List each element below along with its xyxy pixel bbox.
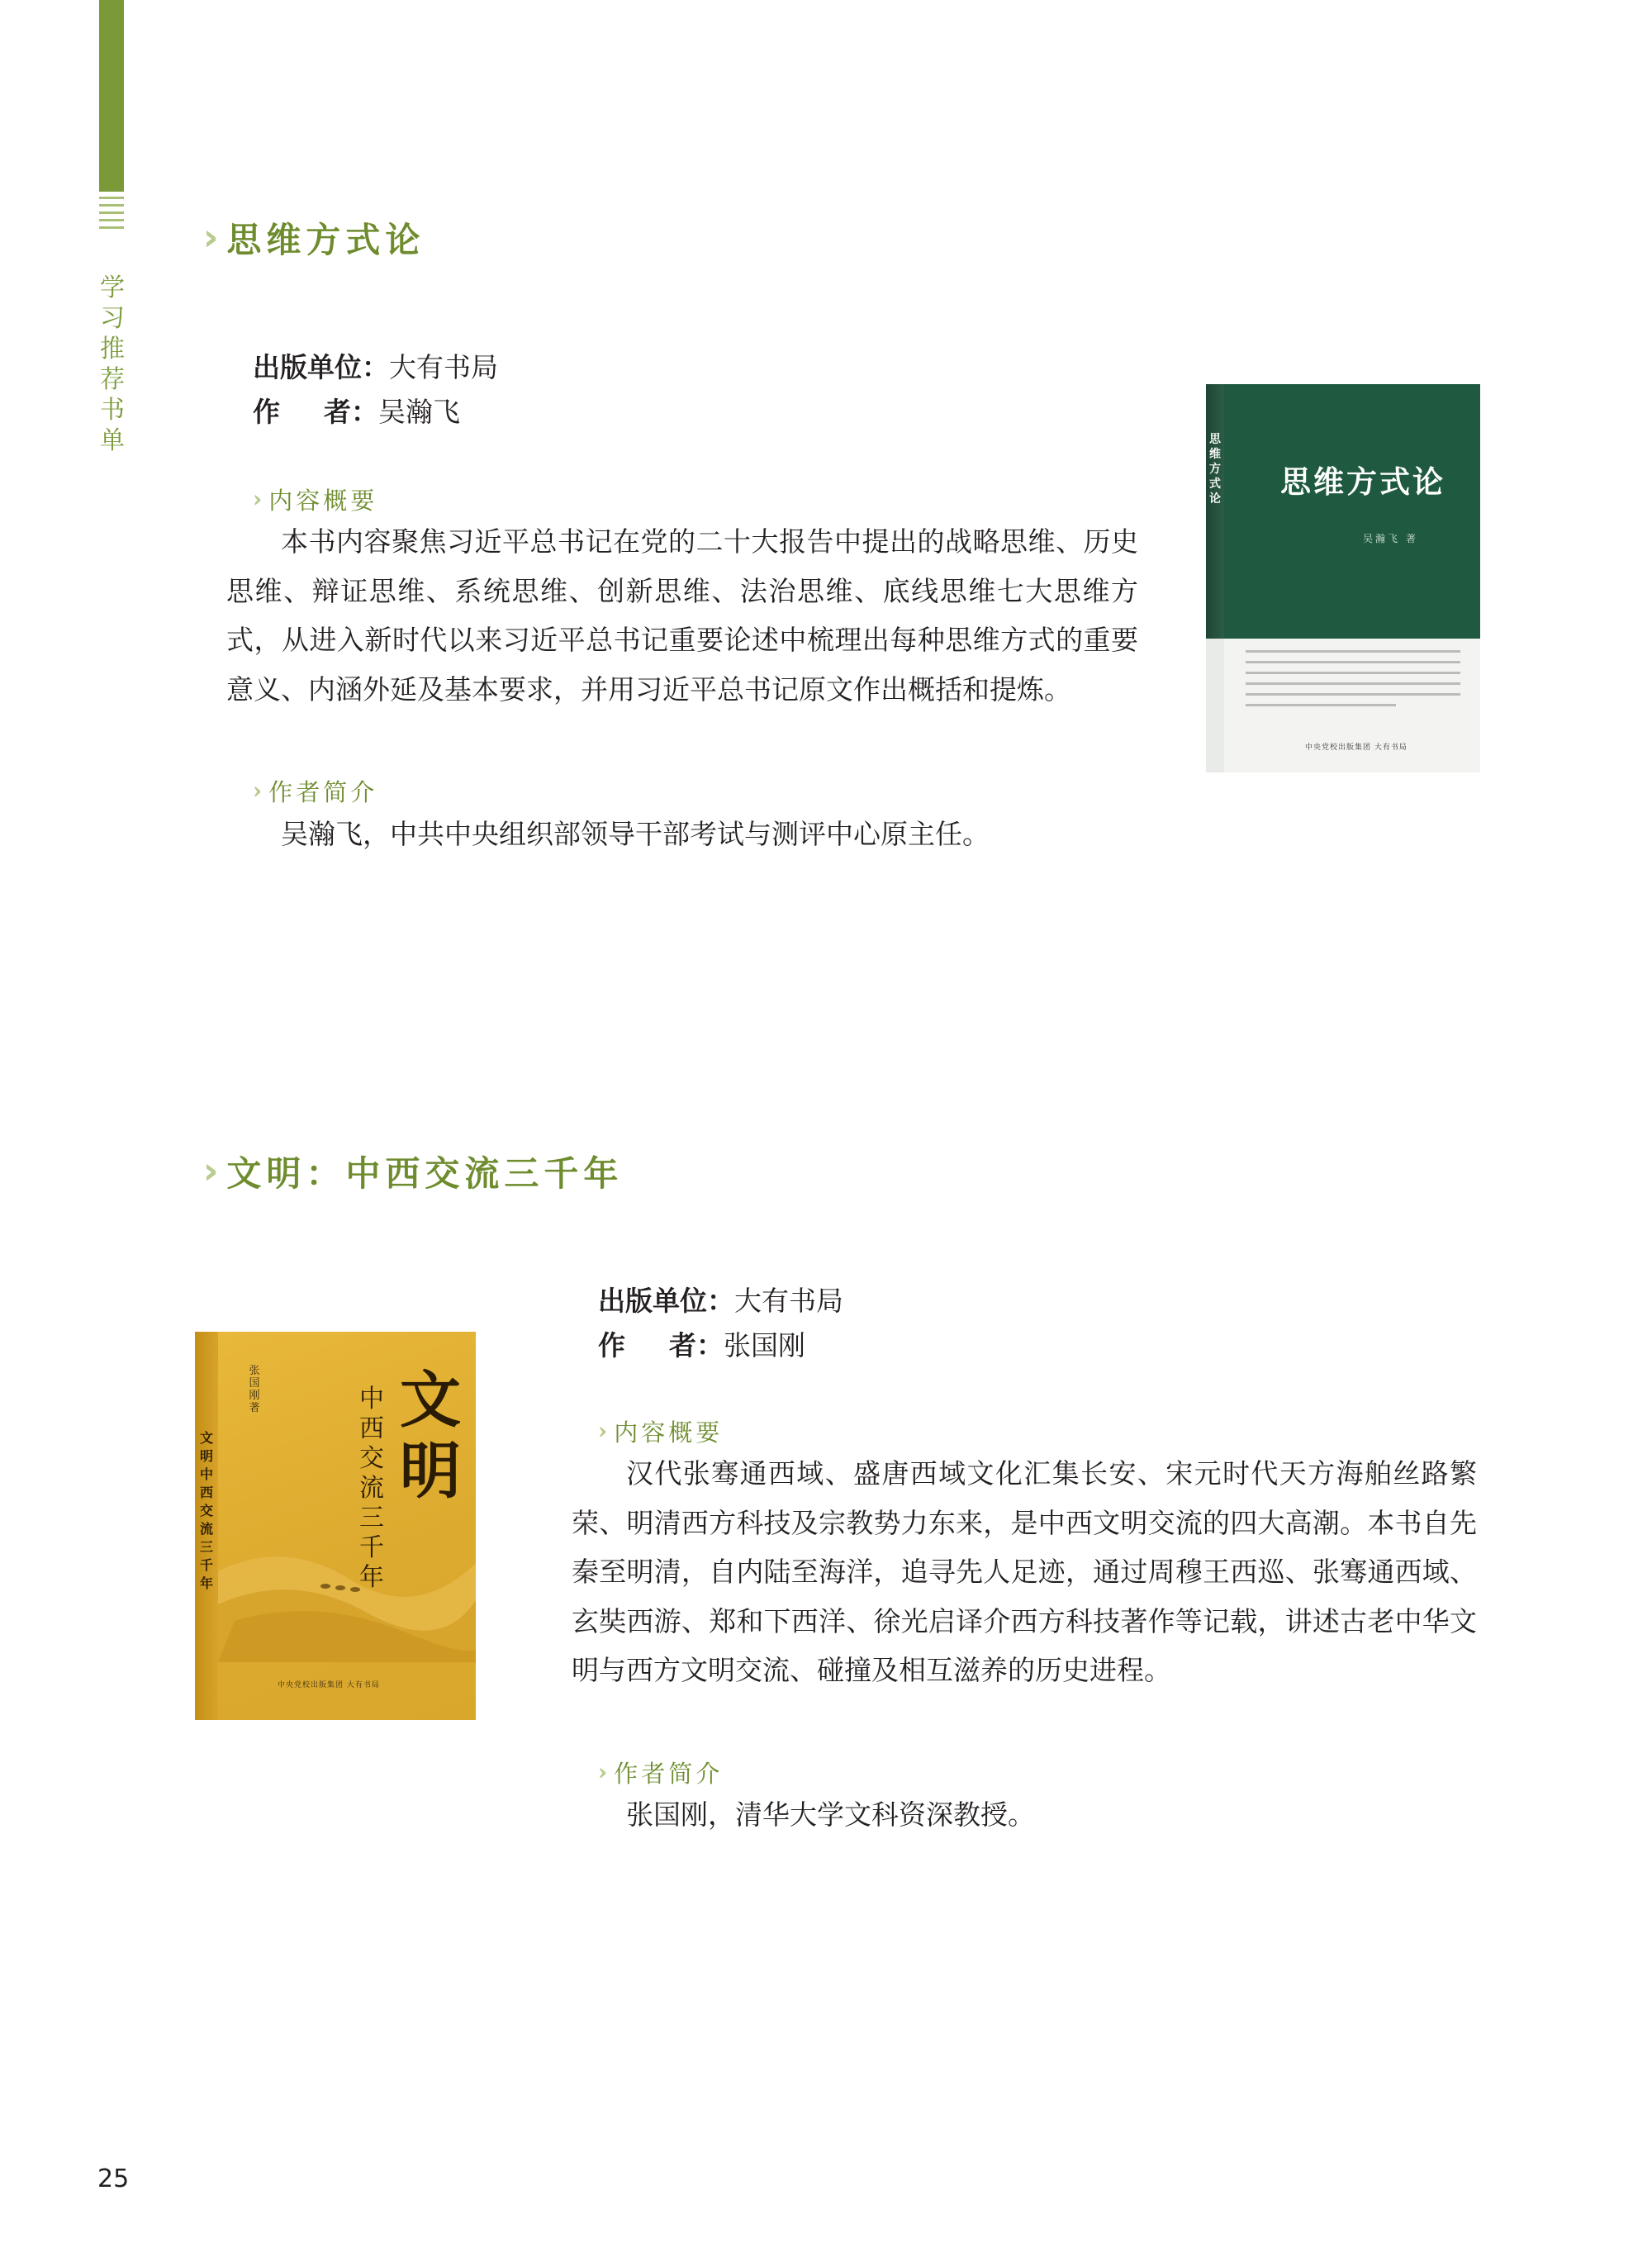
cover-subtitle: 中西交流三千年	[359, 1385, 384, 1592]
author-label	[253, 390, 378, 435]
side-char: 习	[100, 304, 125, 333]
book2-bio: 张国刚，清华大学文科资深教授。	[626, 1798, 1035, 1831]
book1-cover-image	[1206, 384, 1480, 772]
summary-heading-text: 内容概要	[268, 487, 378, 515]
book2-meta	[598, 1279, 843, 1368]
publisher-label: 出版单位：	[598, 1285, 734, 1317]
side-char: 推	[100, 335, 125, 363]
side-tab-bar	[99, 0, 124, 192]
book2-cover-image	[195, 1332, 476, 1720]
cover-author: 张国刚 著	[249, 1365, 260, 1414]
summary-heading-text: 内容概要	[614, 1418, 724, 1447]
book1-summary: 本书内容聚焦习近平总书记在党的二十大报告中提出的战略思维、历史思维、辩证思维、系统思维、创新思维、法治思维、底线思维七大思维方式，从进入新时代以来习近平总书记重要论述中梳理出每种思维方式的重要意义、内涵外延及基本要求，并用习近平总书记原文作出概括和提炼。	[226, 525, 1138, 706]
bio-heading-text: 作者简介	[268, 778, 378, 806]
author-value: 张国刚	[724, 1329, 805, 1361]
author-label	[598, 1323, 724, 1368]
cover-publishers: 中央党校出版集团 大有书局	[1305, 744, 1408, 752]
chevrons-icon: ›››	[598, 1760, 600, 1785]
page-number: 25	[97, 2164, 130, 2193]
author-label-b: 者：	[669, 1329, 724, 1361]
side-char: 书	[100, 396, 125, 425]
book1-meta	[253, 345, 498, 435]
cover-spine-title: 思维方式论	[1209, 433, 1221, 506]
cover-author: 吴瀚飞 著	[1363, 533, 1418, 544]
book1-heading	[203, 213, 425, 263]
author-label-a: 作	[598, 1329, 625, 1361]
publisher-label: 出版单位：	[253, 351, 389, 383]
cover-front	[1224, 384, 1480, 639]
chevrons-icon: ›››	[598, 1418, 600, 1444]
author-label-b: 者：	[324, 396, 378, 428]
chevrons-icon: ›››	[253, 778, 254, 804]
desert-dunes-illustration	[218, 1522, 476, 1662]
book1-summary-heading	[253, 482, 377, 516]
chevrons-icon: ›››	[253, 487, 254, 512]
book1-bio-heading	[253, 774, 377, 808]
publisher-value: 大有书局	[734, 1285, 843, 1317]
bio-heading-text: 作者简介	[614, 1760, 724, 1788]
book2-bio-heading	[598, 1756, 723, 1789]
book1-bio: 吴瀚飞，中共中央组织部领导干部考试与测评中心原主任。	[281, 818, 990, 850]
side-char: 荐	[100, 365, 125, 394]
side-tab-lines	[99, 197, 124, 234]
cover-title: 思维方式论	[1280, 463, 1446, 500]
author-label-a: 作	[253, 396, 280, 428]
side-tab-label	[96, 273, 129, 456]
cover-blurb-lines	[1246, 650, 1460, 715]
book2-summary: 汉代张骞通西域、盛唐西域文化汇集长安、宋元时代天方海舶丝路繁荣、明清西方科技及宗教势力东来，是中西文明交流的四大高潮。本书自先秦至明清，自内陆至海洋，追寻先人足迹，通过周穆王西巡、张骞通西域、玄奘西游、郑和下西洋、徐光启译介西方科技著作等记载，讲述古老中华文明与西方文明交流、碰撞及相互滋养的历史进程。	[572, 1457, 1477, 1686]
side-char: 学	[100, 273, 125, 302]
cover-title: 文明	[400, 1365, 461, 1507]
author-value: 吴瀚飞	[378, 396, 460, 428]
cover-publishers: 中央党校出版集团 大有书局	[278, 1681, 380, 1689]
book2-summary-heading	[598, 1414, 723, 1448]
cover-spine-bottom	[1206, 639, 1224, 772]
side-char: 单	[100, 426, 125, 455]
book1-title: 思维方式论	[226, 220, 425, 260]
book2-heading	[203, 1147, 623, 1196]
book2-title: 文明：中西交流三千年	[226, 1153, 624, 1194]
cover-spine-title: 文明 中西交流三千年	[200, 1430, 214, 1591]
publisher-value: 大有书局	[389, 351, 498, 383]
